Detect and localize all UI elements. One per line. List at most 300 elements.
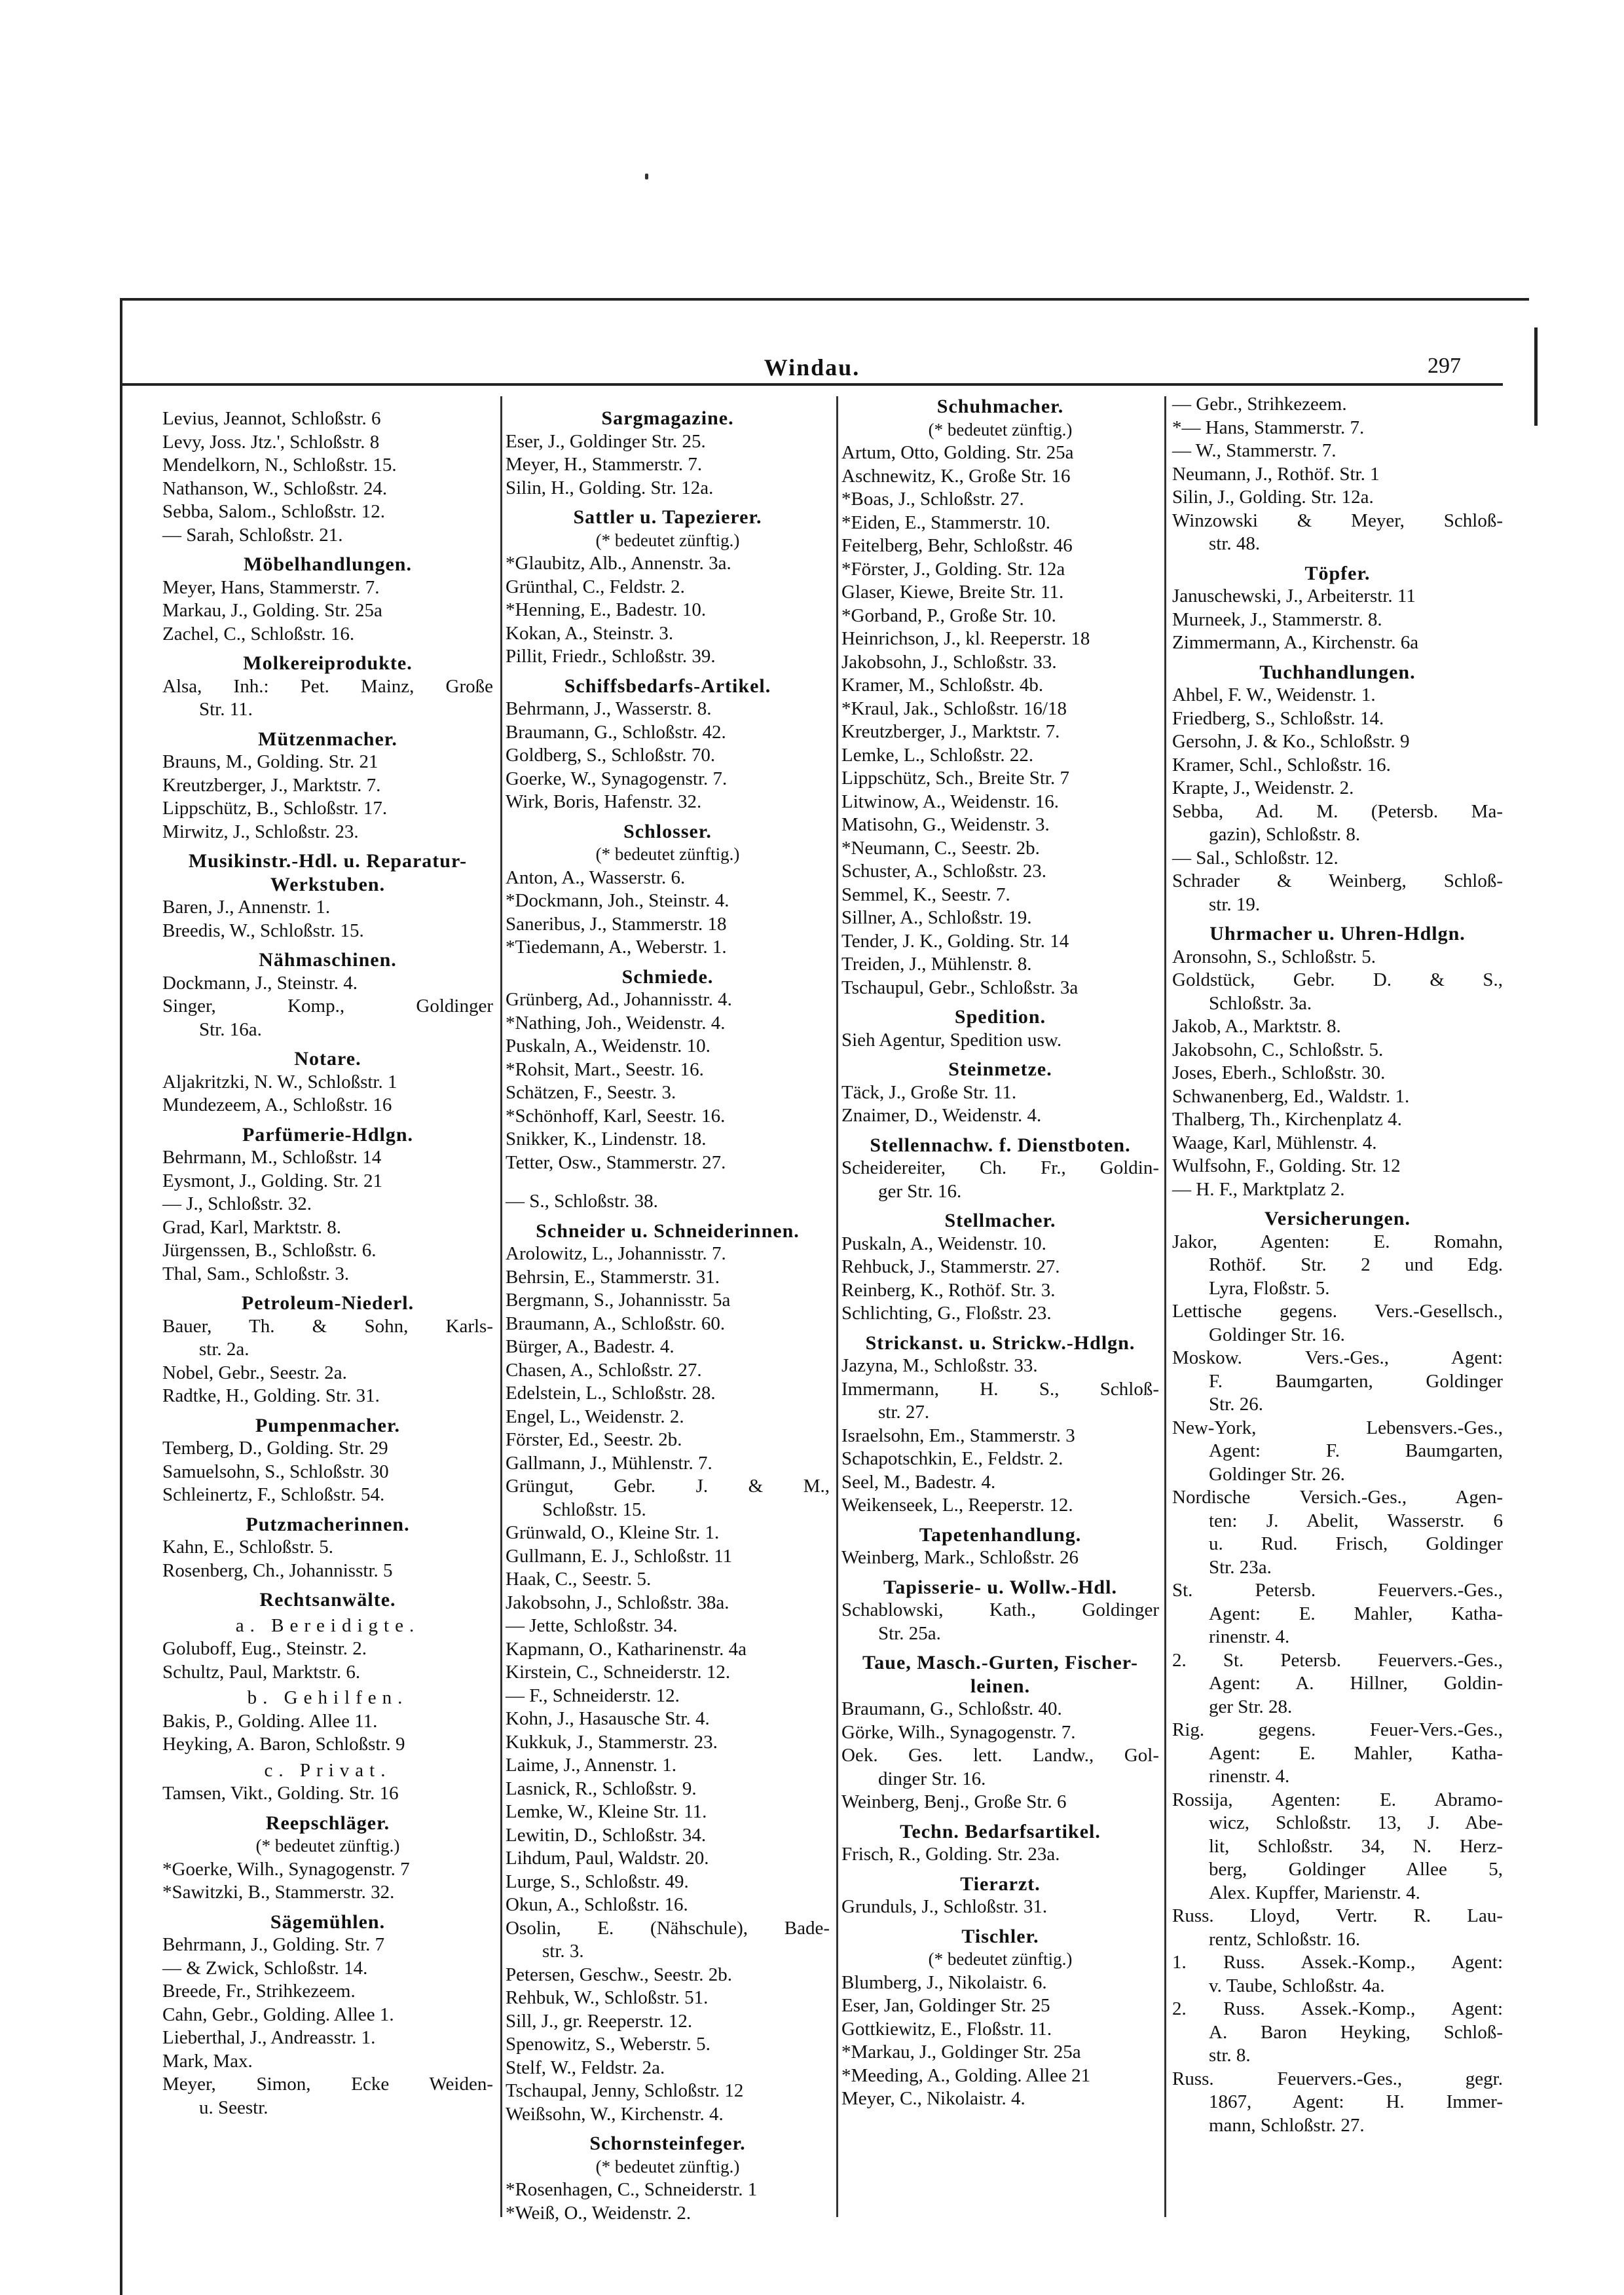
entry-line: Jakobsohn, J., Schloßstr. 38a. — [506, 1592, 729, 1613]
directory-entry — [841, 860, 1159, 884]
entry-line: Goldinger Str. 26. — [1209, 1463, 1345, 1485]
directory-entry — [1172, 730, 1503, 754]
entry-line: New-York, Lebensvers.-Ges., — [1172, 1417, 1503, 1438]
section-heading — [841, 1209, 1159, 1233]
entry-line: Scheidereiter, Ch. Fr., Goldin- — [841, 1157, 1159, 1178]
section-heading — [841, 1005, 1159, 1029]
directory-entry — [506, 1638, 830, 1662]
entry-line: Waage, Karl, Mühlenstr. 4. — [1172, 1132, 1377, 1153]
directory-entry — [1172, 1347, 1503, 1417]
entry-line: *Neumann, C., Seestr. 2b. — [841, 837, 1040, 859]
directory-entry — [841, 837, 1159, 861]
section-heading — [506, 506, 830, 529]
heading-line: Petroleum-Niederl. — [241, 1292, 415, 1314]
entry-line: Stelf, W., Feldstr. 2a. — [506, 2057, 665, 2078]
section-heading — [162, 728, 493, 751]
directory-entry — [841, 1157, 1159, 1203]
directory-entry — [1172, 684, 1503, 707]
entry-line: Schleinertz, F., Schloßstr. 54. — [162, 1484, 385, 1505]
entry-line: Jürgenssen, B., Schloßstr. 6. — [162, 1240, 377, 1261]
directory-entry — [162, 1146, 493, 1170]
entry-line: Weinberg, Benj., Große Str. 6 — [841, 1791, 1067, 1812]
entry-line: Agent: A. Hillner, Goldin- — [1209, 1673, 1503, 1694]
entry-line: Kokan, A., Steinstr. 3. — [506, 622, 674, 644]
directory-entry — [506, 1707, 830, 1731]
entry-line: Goerke, W., Synagogenstr. 7. — [506, 768, 728, 789]
directory-entry — [506, 645, 830, 669]
section-heading — [841, 1820, 1159, 1844]
entry-line: Radtke, H., Golding. Str. 31. — [162, 1385, 380, 1406]
directory-entry — [506, 1871, 830, 1894]
section-note — [506, 2155, 830, 2179]
heading-line: Schneider u. Schneiderinnen. — [536, 1220, 800, 1242]
directory-entry — [506, 1242, 830, 1266]
entry-line: Meyer, C., Nikolaistr. 4. — [841, 2088, 1025, 2109]
entry-line: Schrader & Weinberg, Schloß- — [1172, 870, 1503, 891]
directory-entry — [1172, 417, 1503, 440]
entry-line: Zimmermann, A., Kirchenstr. 6a — [1172, 632, 1419, 653]
section-heading — [162, 849, 493, 896]
directory-entry — [162, 524, 493, 548]
entry-line: Matisohn, G., Weidenstr. 3. — [841, 814, 1050, 835]
directory-entry — [162, 1536, 493, 1559]
directory-entry — [162, 774, 493, 798]
entry-line: u. Rud. Frisch, Goldinger — [1209, 1533, 1503, 1554]
directory-entry — [1172, 707, 1503, 731]
entry-line: Schultz, Paul, Marktstr. 6. — [162, 1661, 361, 1683]
heading-line: Stellennachw. f. Dienstboten. — [870, 1134, 1131, 1156]
directory-entry — [841, 1302, 1159, 1326]
directory-entry — [162, 407, 493, 431]
section-heading — [1172, 1207, 1503, 1231]
entry-line: Aljakritzki, N. W., Schloßstr. 1 — [162, 1071, 397, 1092]
entry-line: mann, Schloßstr. 27. — [1209, 2114, 1365, 2136]
directory-entry — [1172, 1231, 1503, 1301]
entry-line: Str. 25a. — [878, 1622, 941, 1644]
entry-line: Heyking, A. Baron, Schloßstr. 9 — [162, 1734, 405, 1755]
section-heading — [841, 1873, 1159, 1896]
entry-line: Gersohn, J. & Ko., Schloßstr. 9 — [1172, 731, 1410, 752]
entry-line: Täck, J., Große Str. 11. — [841, 1081, 1017, 1103]
directory-entry — [162, 1637, 493, 1661]
directory-entry — [841, 534, 1159, 558]
heading-line: Pumpenmacher. — [255, 1414, 401, 1436]
directory-entry — [162, 2073, 493, 2119]
entry-line: Schablowski, Kath., Goldinger — [841, 1599, 1159, 1620]
section-heading — [506, 965, 830, 989]
entry-line: Lemke, L., Schloßstr. 22. — [841, 744, 1034, 766]
directory-entry — [162, 797, 493, 821]
heading-line: Taue, Masch.-Gurten, Fischer- — [862, 1652, 1138, 1673]
entry-line: Schwanenberg, Ed., Waldstr. 1. — [1172, 1085, 1410, 1107]
entry-line: Chasen, A., Schloßstr. 27. — [506, 1359, 702, 1381]
directory-entry — [1172, 1998, 1503, 2068]
section-note — [506, 529, 830, 553]
directory-entry — [1172, 1905, 1503, 1951]
entry-line: Grüngut, Gebr. J. & M., — [506, 1476, 830, 1497]
entry-line: *Tiedemann, A., Weberstr. 1. — [506, 937, 727, 958]
directory-entry — [1172, 608, 1503, 632]
directory-entry — [841, 813, 1159, 837]
entry-line: Meyer, Hans, Stammerstr. 7. — [162, 576, 380, 598]
directory-entry — [841, 1081, 1159, 1105]
directory-entry — [162, 1957, 493, 1981]
entry-line: — & Zwick, Schloßstr. 14. — [162, 1957, 368, 1979]
entry-line: Oek. Ges. lett. Landw., Gol- — [841, 1745, 1159, 1766]
directory-entry — [506, 2178, 830, 2202]
heading-line: Notare. — [294, 1048, 361, 1070]
entry-line: Sebba, Ad. M. (Petersb. Ma- — [1172, 800, 1503, 822]
directory-entry — [506, 744, 830, 768]
entry-line: Schloßstr. 3a. — [1209, 992, 1312, 1014]
directory-entry — [841, 1104, 1159, 1128]
entry-line: Kramer, M., Schloßstr. 4b. — [841, 675, 1044, 696]
heading-line: Schuhmacher. — [936, 396, 1064, 417]
entry-line: Temberg, D., Golding. Str. 29 — [162, 1438, 388, 1459]
entry-line: Arolowitz, L., Johannisstr. 7. — [506, 1243, 726, 1264]
directory-entry — [841, 1599, 1159, 1645]
entry-line: — Sal., Schloßstr. 12. — [1172, 847, 1338, 868]
entry-line: Brauns, M., Golding. Str. 21 — [162, 751, 378, 772]
directory-entry — [1172, 969, 1503, 1015]
entry-line: Breede, Fr., Strihkezeem. — [162, 1981, 356, 2002]
directory-entry — [162, 1559, 493, 1583]
entry-line: *Rohsit, Mart., Seestr. 16. — [506, 1058, 704, 1080]
directory-entry — [162, 896, 493, 920]
entry-line: rinenstr. 4. — [1209, 1766, 1290, 1787]
entry-line: Kohn, J., Hasausche Str. 4. — [506, 1708, 710, 1729]
entry-line: str. 3. — [542, 1941, 584, 1962]
directory-entry — [506, 1685, 830, 1708]
entry-line: *— Hans, Stammerstr. 7. — [1172, 417, 1365, 438]
entry-line: Goluboff, Eug., Steinstr. 2. — [162, 1638, 367, 1659]
section-heading — [162, 1513, 493, 1537]
directory-entry — [1172, 1417, 1503, 1487]
entry-line: Schloßstr. 15. — [542, 1499, 646, 1520]
entry-line: Eser, Jan, Goldinger Str. 25 — [841, 1995, 1050, 2016]
directory-entry — [506, 1335, 830, 1359]
directory-entry — [1172, 1108, 1503, 1132]
directory-entry — [506, 1801, 830, 1824]
entry-line: — F., Schneiderstr. 12. — [506, 1685, 680, 1706]
entry-line: Ahbel, F. W., Weidenstr. 1. — [1172, 684, 1376, 705]
directory-entry — [162, 1858, 493, 1882]
section-heading — [1172, 922, 1503, 946]
entry-line: Aschnewitz, K., Große Str. 16 — [841, 465, 1071, 487]
entry-line: Nordische Versich.-Ges., Agen- — [1172, 1487, 1503, 1508]
directory-entry — [162, 972, 493, 996]
section-heading — [506, 407, 830, 430]
entry-line: Braumann, G., Schloßstr. 40. — [841, 1698, 1062, 1719]
directory-entry — [506, 2010, 830, 2034]
entry-line: Feitelberg, Behr, Schloßstr. 46 — [841, 535, 1073, 556]
entry-line: Gallmann, J., Mühlenstr. 7. — [506, 1452, 712, 1474]
directory-entry — [841, 1256, 1159, 1279]
entry-line: Treiden, J., Mühlenstr. 8. — [841, 954, 1032, 975]
directory-entry — [506, 1987, 830, 2010]
directory-entry — [1172, 754, 1503, 777]
entry-line: Schätzen, F., Seestr. 3. — [506, 1082, 676, 1103]
directory-entry — [841, 1546, 1159, 1570]
entry-line: *Henning, E., Badestr. 10. — [506, 599, 707, 620]
page-frame-top — [121, 298, 1529, 301]
entry-line: Lurge, S., Schloßstr. 49. — [506, 1871, 689, 1892]
heading-line: Schlosser. — [623, 820, 712, 842]
section-heading — [841, 1332, 1159, 1355]
entry-line: Engel, L., Weidenstr. 2. — [506, 1406, 684, 1427]
directory-entry — [841, 977, 1159, 1000]
directory-entry — [506, 1614, 830, 1638]
entry-line: Tamsen, Vikt., Golding. Str. 16 — [162, 1783, 399, 1804]
entry-line: Schapotschkin, E., Feldstr. 2. — [841, 1448, 1063, 1469]
directory-entry — [841, 791, 1159, 814]
directory-entry — [506, 2033, 830, 2057]
entry-line: Schlichting, G., Floßstr. 23. — [841, 1303, 1052, 1324]
heading-line: b. Gehilfen. — [247, 1687, 409, 1708]
directory-entry — [162, 576, 493, 600]
directory-entry — [162, 1733, 493, 1757]
heading-line: Strickanst. u. Strickw.-Hdlgn. — [865, 1332, 1135, 1354]
heading-line: Reepschläger. — [265, 1812, 390, 1834]
heading-line: Tapetenhandlung. — [919, 1523, 1082, 1546]
entry-line: Rehbuk, W., Schloßstr. 51. — [506, 1987, 709, 2008]
entry-line: Mark, Max. — [162, 2050, 253, 2072]
directory-entry — [1172, 1579, 1503, 1649]
entry-line: Kramer, Schl., Schloßstr. 16. — [1172, 754, 1391, 775]
directory-entry — [841, 720, 1159, 744]
directory-entry — [841, 2064, 1159, 2088]
column-4 — [1172, 393, 1503, 2137]
directory-entry — [506, 552, 830, 576]
entry-line: Jazyna, M., Schloßstr. 33. — [841, 1355, 1038, 1376]
entry-line: *Glaubitz, Alb., Annenstr. 3a. — [506, 553, 731, 574]
section-heading — [162, 1812, 493, 1835]
directory-entry — [841, 1698, 1159, 1721]
entry-line: — S., Schloßstr. 38. — [506, 1191, 658, 1212]
directory-entry — [841, 1447, 1159, 1471]
section-heading — [506, 675, 830, 698]
heading-line: Molkereiprodukte. — [243, 652, 413, 674]
entry-line: *Boas, J., Schloßstr. 27. — [841, 489, 1024, 510]
entry-line: Silin, J., Golding. Str. 12a. — [1172, 487, 1374, 508]
entry-line: Znaimer, D., Weidenstr. 4. — [841, 1105, 1042, 1126]
entry-line: Snikker, K., Lindenstr. 18. — [506, 1129, 707, 1149]
entry-line: Bauer, Th. & Sohn, Karls- — [162, 1315, 493, 1337]
entry-line: Behrmann, J., Wasserstr. 8. — [506, 698, 712, 719]
entry-line: Agent: E. Mahler, Katha- — [1209, 1742, 1503, 1764]
entry-line: *Nathing, Joh., Weidenstr. 4. — [506, 1012, 726, 1034]
directory-entry — [1172, 1300, 1503, 1347]
entry-line: Petersen, Geschw., Seestr. 2b. — [506, 1964, 733, 1985]
directory-entry — [841, 1895, 1159, 1919]
entry-line: Mendelkorn, N., Schloßstr. 15. — [162, 455, 397, 476]
heading-line: Sattler u. Tapezierer. — [573, 506, 762, 528]
section-note — [841, 419, 1159, 442]
entry-line: *Gorband, P., Große Str. 10. — [841, 605, 1056, 626]
directory-entry — [1172, 1015, 1503, 1039]
section-heading — [162, 1911, 493, 1934]
entry-line: *Dockmann, Joh., Steinstr. 4. — [506, 890, 729, 911]
entry-line: Januschewski, J., Arbeiterstr. 11 — [1172, 586, 1416, 606]
directory-entry — [1172, 946, 1503, 969]
heading-line: Sargmagazine. — [601, 407, 734, 429]
section-heading — [162, 1414, 493, 1438]
entry-line: Levius, Jeannot, Schloßstr. 6 — [162, 408, 381, 429]
entry-line: Russ. Feuervers.-Ges., gegr. — [1172, 2068, 1503, 2089]
heading-line: Tapisserie- u. Wollw.-Hdl. — [883, 1576, 1117, 1598]
heading-line: Werkstuben. — [270, 873, 386, 895]
section-heading — [162, 948, 493, 972]
section-heading — [162, 553, 493, 576]
column-2 — [506, 401, 830, 2225]
directory-entry — [1172, 393, 1503, 417]
directory-entry — [506, 1452, 830, 1476]
directory-entry — [841, 2087, 1159, 2111]
directory-entry — [506, 1081, 830, 1105]
directory-entry — [506, 1406, 830, 1429]
directory-entry — [841, 1354, 1159, 1378]
entry-line: Wirk, Boris, Hafenstr. 32. — [506, 791, 702, 812]
entry-line: Kreutzberger, J., Marktstr. 7. — [162, 774, 381, 796]
heading-line: Steinmetze. — [948, 1058, 1052, 1080]
entry-line: Sillner, A., Schloßstr. 19. — [841, 907, 1032, 928]
directory-entry — [506, 768, 830, 791]
entry-line: Rossija, Agenten: E. Abramo- — [1172, 1789, 1503, 1810]
page-title: Windau. — [764, 354, 860, 381]
entry-line: Glaser, Kiewe, Breite Str. 11. — [841, 582, 1064, 603]
directory-entry — [162, 1881, 493, 1905]
entry-line: Behrsin, E., Stammerstr. 31. — [506, 1266, 720, 1288]
entry-line: Artum, Otto, Golding. Str. 25a — [841, 442, 1074, 463]
entry-line: *Weiß, O., Weidenstr. 2. — [506, 2202, 692, 2224]
entry-line: u. Seestr. — [199, 2097, 268, 2118]
directory-entry — [162, 1094, 493, 1117]
directory-entry — [506, 913, 830, 937]
directory-entry — [1172, 2068, 1503, 2138]
entry-line: Jakobsohn, C., Schloßstr. 5. — [1172, 1039, 1384, 1060]
heading-line: Rechtsanwälte. — [259, 1589, 396, 1611]
directory-entry — [506, 1568, 830, 1592]
entry-line: Friedberg, S., Schloßstr. 14. — [1172, 707, 1384, 729]
column-3 — [841, 389, 1159, 2111]
entry-line: Rehbuck, J., Stammerstr. 27. — [841, 1256, 1060, 1277]
directory-entry — [841, 1471, 1159, 1495]
entry-line: Str. 11. — [199, 699, 253, 720]
heading-line: c. Privat. — [264, 1759, 392, 1781]
section-heading — [162, 1292, 493, 1315]
entry-line: Puskaln, A., Weidenstr. 10. — [841, 1233, 1046, 1254]
page-number: 297 — [1428, 354, 1461, 378]
entry-line: Moskow. Vers.-Ges., Agent: — [1172, 1347, 1503, 1368]
directory-entry — [162, 454, 493, 477]
directory-entry — [506, 936, 830, 960]
directory-entry — [162, 1385, 493, 1408]
directory-entry — [1172, 439, 1503, 463]
section-note — [162, 1835, 493, 1858]
directory-entry — [1172, 1789, 1503, 1905]
directory-entry — [162, 995, 493, 1041]
entry-line: Russ. Lloyd, Vertr. R. Lau- — [1172, 1905, 1503, 1926]
entry-line: Eysmont, J., Golding. Str. 21 — [162, 1170, 382, 1191]
entry-line: Baren, J., Annenstr. 1. — [162, 897, 331, 918]
entry-line: Kapmann, O., Katharinenstr. 4a — [506, 1638, 747, 1660]
entry-line: Meyer, Simon, Ecke Weiden- — [162, 2074, 493, 2095]
entry-line: Behrmann, J., Golding. Str. 7 — [162, 1934, 385, 1955]
entry-line: Sieh Agentur, Spedition usw. — [841, 1029, 1062, 1051]
entry-line: Jakobsohn, J., Schloßstr. 33. — [841, 651, 1057, 673]
directory-entry — [841, 1378, 1159, 1425]
column-divider — [500, 396, 502, 2217]
section-heading — [841, 1058, 1159, 1081]
directory-entry — [841, 2041, 1159, 2064]
entry-line: Goldberg, S., Schloßstr. 70. — [506, 745, 716, 766]
entry-line: Neumann, J., Rothöf. Str. 1 — [1172, 463, 1380, 485]
entry-line: Lippschütz, B., Schloßstr. 17. — [162, 798, 388, 819]
directory-entry — [506, 2202, 830, 2226]
directory-entry — [506, 791, 830, 814]
entry-line: Zachel, C., Schloßstr. 16. — [162, 623, 355, 644]
directory-entry — [1172, 1178, 1503, 1202]
directory-entry — [841, 1029, 1159, 1053]
directory-entry — [841, 488, 1159, 512]
directory-entry — [506, 2103, 830, 2127]
entry-line: dinger Str. 16. — [878, 1768, 986, 1789]
entry-line: — W., Stammerstr. 7. — [1172, 440, 1337, 461]
entry-line: Kirstein, C., Schneiderstr. 12. — [506, 1662, 731, 1683]
entry-line: ten: J. Abelit, Wasserstr. 6 — [1209, 1510, 1503, 1531]
page-frame-left — [120, 298, 122, 2295]
section-heading — [841, 1523, 1159, 1547]
directory-entry — [841, 744, 1159, 768]
entry-line: Edelstein, L., Schloßstr. 28. — [506, 1383, 716, 1404]
entry-line: str. 27. — [878, 1402, 930, 1423]
entry-line: Laime, J., Annenstr. 1. — [506, 1755, 676, 1776]
directory-entry — [162, 1216, 493, 1240]
directory-entry — [506, 2080, 830, 2103]
directory-entry — [506, 1058, 830, 1082]
directory-entry — [1172, 1719, 1503, 1789]
entry-line: str. 48. — [1209, 533, 1261, 554]
directory-entry — [162, 1461, 493, 1484]
entry-line: Str. 16a. — [199, 1018, 262, 1040]
heading-line: Uhrmacher u. Uhren-Hdlgn. — [1209, 923, 1466, 944]
entry-line: v. Taube, Schloßstr. 4a. — [1209, 1975, 1385, 1996]
directory-entry — [841, 1494, 1159, 1518]
directory-entry — [506, 988, 830, 1012]
entry-line: Schuster, A., Schloßstr. 23. — [841, 861, 1047, 882]
heading-line: Spedition. — [954, 1006, 1046, 1028]
entry-line: Winzowski & Meyer, Schloß- — [1172, 510, 1503, 531]
heading-line: Musikinstr.-Hdl. u. Reparatur- — [188, 850, 468, 872]
entry-line: gazin), Schloßstr. 8. — [1209, 824, 1361, 845]
entry-line: Bergmann, S., Johannisstr. 5a — [506, 1290, 731, 1311]
entry-line: *Schönhoff, Karl, Seestr. 16. — [506, 1105, 726, 1127]
section-heading — [841, 1925, 1159, 1949]
entry-line: Lyra, Floßstr. 5. — [1209, 1277, 1330, 1299]
entry-line: Immermann, H. S., Schloß- — [841, 1378, 1159, 1400]
heading-line: Parfümerie-Hdlgn. — [242, 1123, 414, 1146]
directory-entry — [841, 1791, 1159, 1814]
directory-entry — [162, 920, 493, 943]
entry-line: 2. St. Petersb. Feuervers.-Ges., — [1172, 1649, 1503, 1671]
entry-line: *Förster, J., Golding. Str. 12a — [841, 558, 1065, 580]
directory-entry — [162, 500, 493, 524]
directory-entry — [841, 627, 1159, 651]
directory-entry — [506, 1545, 830, 1569]
directory-entry — [841, 953, 1159, 977]
entry-line: Görke, Wilh., Synagogenstr. 7. — [841, 1721, 1076, 1743]
section-note — [506, 843, 830, 867]
